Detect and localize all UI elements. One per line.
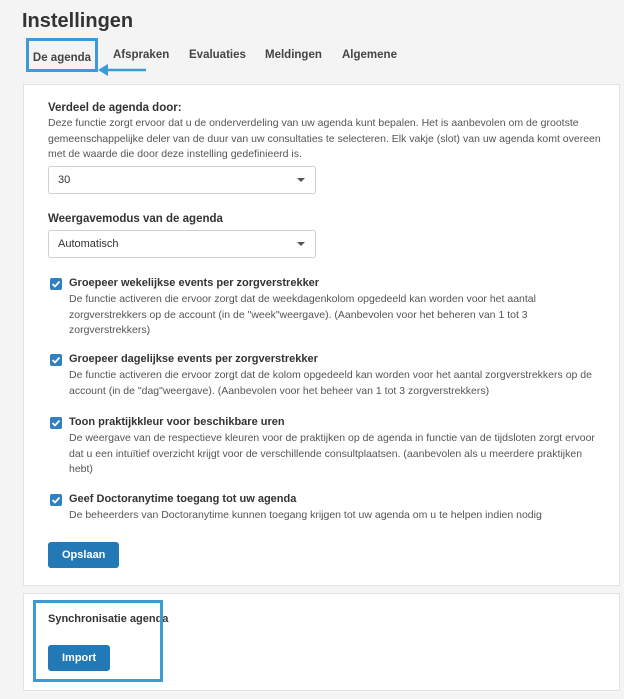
tab-afspraken[interactable]: Afspraken	[113, 49, 170, 61]
access-title: Geef Doctoranytime toegang tot uw agenda	[69, 493, 297, 505]
check-icon	[51, 418, 61, 428]
tab-evaluaties[interactable]: Evaluaties	[189, 49, 246, 61]
save-button[interactable]: Opslaan	[48, 542, 119, 568]
page-title: Instellingen	[22, 10, 134, 32]
check-icon	[51, 279, 61, 289]
daily-group-description: De functie activeren die ervoor zorgt dat de kolom opgedeeld kan worden voor het aantal zorgverstrekkers op de account (in de "dag"weergave). (Aanbevolen voor het beheer van 1 tot 3 zorgverstrekkers)	[69, 369, 592, 397]
access-description: De beheerders van Doctoranytime kunnen toegang krijgen tot uw agenda om u te helpen indien nodig	[69, 509, 542, 521]
chevron-down-icon	[297, 178, 305, 182]
practice-color-description: De weergave van de respectieve kleuren voor de praktijken op de agenda in functie van de tijdsloten zorgt ervoor dat u een intuïtief overzicht krijgt voor de verschillende consultplaatsen. (aanbevolen als u meerdere praktijken hebt)	[69, 432, 595, 475]
weekly-group-checkbox[interactable]	[50, 278, 62, 290]
tab-de-agenda[interactable]: De agenda	[26, 38, 98, 72]
display-mode-select[interactable]	[48, 230, 316, 258]
divide-description: Deze functie zorgt ervoor dat u de onderverdeling van uw agenda kunt bepalen. Het is aanbevolen om de grootste gemeenschappelijke deler van de duur van uw consultaties te selecteren. Elk vakje (slot) van uw agenda komt overeen met de waarde die door deze instelling gedefinieerd is.	[48, 117, 601, 160]
arrow-left-icon	[98, 64, 148, 76]
divide-select-value: 30	[58, 174, 71, 186]
display-mode-select-value: Automatisch	[58, 238, 119, 250]
weekly-group-description: De functie activeren die ervoor zorgt dat de weekdagenkolom opgedeeld kan worden voor het aantal zorgverstrekkers op de account (in de "week"weergave). (Aanbevolen voor het beheren van 1 tot 3 zorgverstrekkers)	[69, 293, 536, 336]
access-checkbox[interactable]	[50, 494, 62, 506]
chevron-down-icon	[297, 242, 305, 246]
practice-color-checkbox[interactable]	[50, 417, 62, 429]
agenda-settings-card	[23, 84, 620, 586]
import-button[interactable]: Import	[48, 645, 110, 671]
tab-algemene[interactable]: Algemene	[342, 49, 397, 61]
check-icon	[51, 355, 61, 365]
sync-title: Synchronisatie agenda	[48, 613, 169, 625]
daily-group-checkbox[interactable]	[50, 354, 62, 366]
daily-group-title: Groepeer dagelijkse events per zorgverstrekker	[69, 353, 318, 365]
tab-meldingen[interactable]: Meldingen	[265, 49, 322, 61]
display-mode-label: Weergavemodus van de agenda	[48, 213, 223, 225]
weekly-group-title: Groepeer wekelijkse events per zorgverstrekker	[69, 277, 320, 289]
check-icon	[51, 495, 61, 505]
practice-color-title: Toon praktijkkleur voor beschikbare uren	[69, 416, 285, 428]
highlight-box	[33, 600, 163, 682]
divide-label: Verdeel de agenda door:	[48, 102, 182, 114]
divide-select[interactable]	[48, 166, 316, 194]
